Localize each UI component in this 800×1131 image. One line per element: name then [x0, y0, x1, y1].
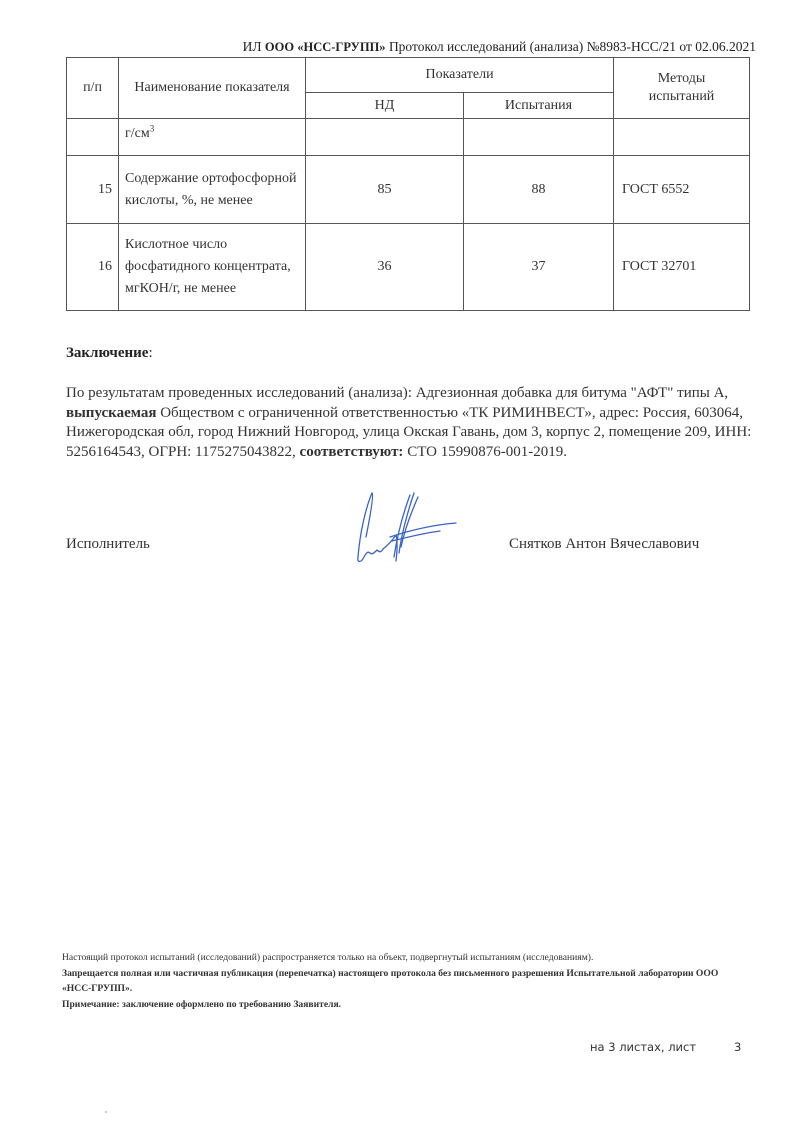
lab-name: ООО «НСС-ГРУПП» [264, 40, 386, 54]
row-nd: 85 [306, 156, 464, 224]
row-num: 15 [67, 156, 119, 224]
header-methods: Методы испытаний [614, 58, 750, 119]
header-indicators: Показатели [306, 58, 614, 93]
table-row [67, 156, 750, 224]
footer-remark: Примечание: заключение оформлено по требованию Заявителя. [62, 998, 342, 1010]
protocol-header [243, 39, 756, 55]
row-nd: 36 [306, 224, 464, 311]
row-nd [306, 119, 464, 156]
page-counter-label: на 3 листах, лист [590, 1040, 697, 1054]
page-counter [590, 1040, 742, 1054]
executor-name: Снятков Антон Вячеславович [509, 536, 700, 552]
protocol-title: Протокол исследований (анализа) №8983-НСС/21 от 02.06.2021 [388, 39, 756, 54]
footer-scope-note: Настоящий протокол испытаний (исследований) распространяется только на объект, подвергнутый испытаниям (исследованиям). [62, 952, 594, 963]
row-method: ГОСТ 6552 [614, 156, 750, 224]
row-method: ГОСТ 32701 [614, 224, 750, 311]
executor-label: Исполнитель [66, 536, 150, 552]
page-number: 3 [734, 1040, 742, 1054]
row-name: Содержание ортофосфорной кислоты, %, не менее [119, 156, 306, 224]
header-name: Наименование показателя [119, 58, 306, 119]
row-test [464, 119, 614, 156]
scan-speck [105, 1111, 107, 1113]
row-num [67, 119, 119, 156]
row-test: 37 [464, 224, 614, 311]
table-row [67, 119, 750, 156]
header-test: Испытания [464, 93, 614, 119]
signature-icon [352, 487, 462, 567]
header-num: п/п [67, 58, 119, 119]
row-method [614, 119, 750, 156]
row-test: 88 [464, 156, 614, 224]
conclusion-body: По результатам проведенных исследований (анализа): Адгезионная добавка для битума "АФТ" типы А, выпускаемая Обществом с ограниченной ответственностью «ТК РИМИНВЕСТ», адрес: Россия, 603064, Нижегородская обл, город Нижний Новгород, улица Окская Гавань, дом 3, корпус 2, помещение 209, ИНН: 5256164543, ОГРН: 1175275043822, соответствуют: СТО 15990876-001-2019. [66, 385, 752, 460]
row-name: $г/см^3$ [119, 119, 306, 156]
row-name: Кислотное число фосфатидного концентрата, мгКОН/г, не менее [119, 224, 306, 311]
footer-notes [62, 950, 742, 1012]
row-num: 16 [67, 224, 119, 311]
header-nd: НД [306, 93, 464, 119]
results-table [66, 57, 750, 311]
lab-prefix: ИЛ [242, 39, 262, 54]
conclusion-heading: Заключение: [66, 345, 153, 361]
footer-publication-note: Запрещается полная или частичная публикация (перепечатка) настоящего протокола без письменного разрешения Испытательной лаборатории ООО «НСС-ГРУПП». [62, 967, 719, 994]
table-row [67, 224, 750, 311]
